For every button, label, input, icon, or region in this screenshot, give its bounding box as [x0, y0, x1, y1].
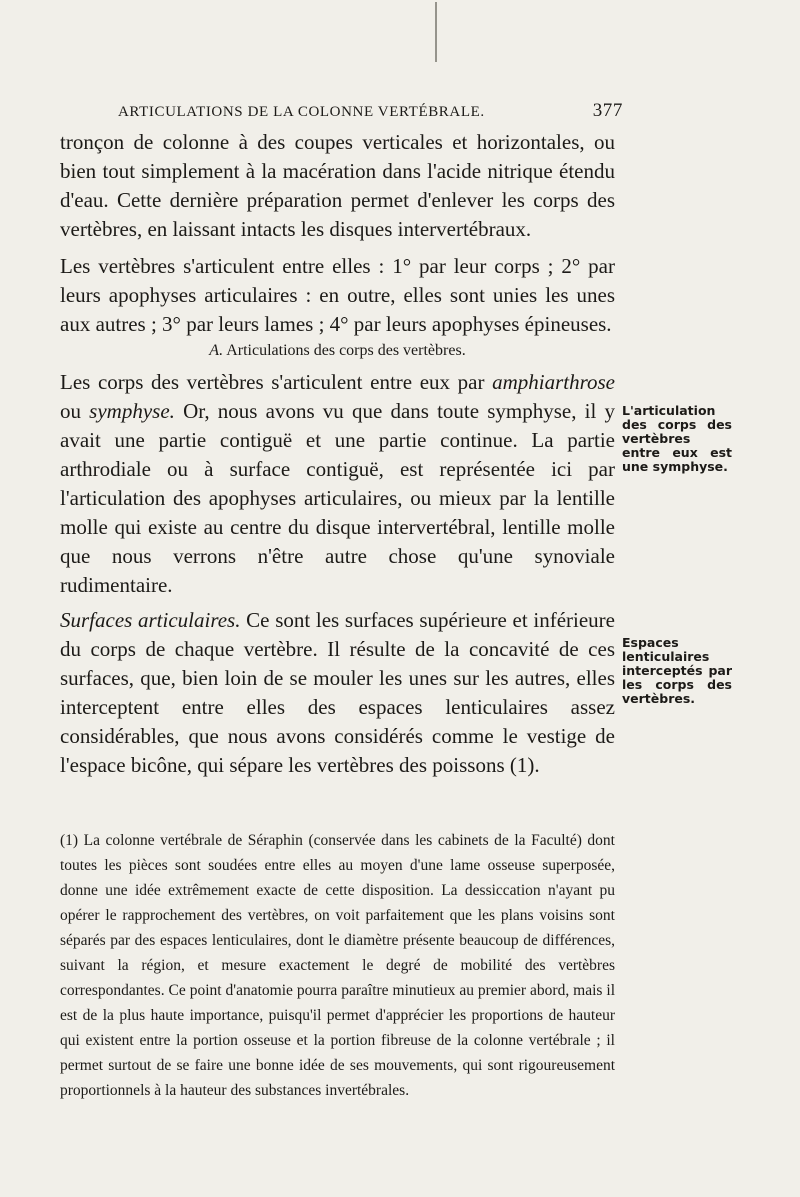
sidenote-espaces: Espaces lenticulaires interceptés par les corps des vertèbres. [622, 635, 732, 706]
section-heading [60, 340, 615, 362]
main-text [60, 128, 615, 780]
page-number: 377 [592, 100, 623, 121]
paragraph-3-mid: ou [60, 399, 90, 423]
sidenote-symphyse: L'articulation des corps des vertèbres entre eux est une symphyse. [622, 403, 732, 474]
term-amphiarthrose: amphiarthrose [492, 370, 615, 394]
footnote-text: (1) La colonne vertébrale de Séraphin (conservée dans les cabinets de la Faculté) dont toutes les pièces sont soudées entre elles au moyen d'une lame osseuse superposée, donne une idée extrêmement exacte de cette disposition. La dessiccation n'ayant pu opérer le rapprochement des vertèbres, on voit parfaitement que les plans voisins sont séparés par des espaces lenticulaires, dont le diamètre présente beaucoup de différences, suivant la région, et mesure exactement le degré de mobilité des vertèbres correspondantes. Ce point d'anatomie pourra paraître minutieux au premier abord, mais il est de la plus haute importance, puisqu'il permet d'apprécier les proportions de hauteur qui existent entre la portion osseuse et la portion fibreuse de la colonne vertébrale ; il permet surtout de se faire une bonne idée de ses mouvements, qui sont rigoureusement proportionnels à la hauteur des substances invertébrales. [60, 832, 615, 1099]
running-header [118, 100, 623, 122]
paragraph-2: Les vertèbres s'articulent entre elles : 1° par leur corps ; 2° par leurs apophyses articulaires : en outre, elles sont unies les unes aux autres ; 3° par leurs lames ; 4° par leurs apophyses épineuses. [60, 254, 615, 336]
paragraph-4 [60, 606, 615, 780]
paragraph-3-rest: Or, nous avons vu que dans toute symphyse, il y avait une partie contiguë et une partie continue. La partie arthrodiale ou à surface contiguë, est représentée ici par l'articulation des apophyses articulaires, ou mieux par la lentille molle qui existe au centre du disque intervertébral, lentille molle que nous verrons n'être autre chose qu'une synoviale rudimentaire. [60, 399, 615, 597]
paragraph-1: tronçon de colonne à des coupes verticales et horizontales, ou bien tout simplement à la macération dans l'acide nitrique étendu d'eau. Cette dernière préparation permet d'enlever les corps des vertèbres, en laissant intacts les disques intervertébraux. [60, 130, 615, 241]
margin-mark [435, 2, 437, 62]
term-surfaces-articulaires: Surfaces articulaires. [60, 608, 241, 632]
footnote [60, 828, 615, 1103]
paragraph-3 [60, 368, 615, 600]
section-title-text: Articulations des corps des vertèbres. [226, 342, 466, 359]
paragraph-3-lead: Les corps des vertèbres s'articulent entre eux par [60, 370, 493, 394]
running-title: ARTICULATIONS DE LA COLONNE VERTÉBRALE. [118, 104, 485, 120]
paragraph-4-rest: Ce sont les surfaces supérieure et inférieure du corps de chaque vertèbre. Il résulte de la concavité de ces surfaces, que, bien loin de se mouler les unes sur les autres, elles interceptent entre elles des espaces lenticulaires assez considérables, que nous avons considérés comme le vestige de l'espace bicône, qui sépare les vertèbres des poissons (1). [60, 608, 615, 777]
term-symphyse: symphyse. [89, 399, 175, 423]
section-letter: A. [209, 342, 224, 359]
